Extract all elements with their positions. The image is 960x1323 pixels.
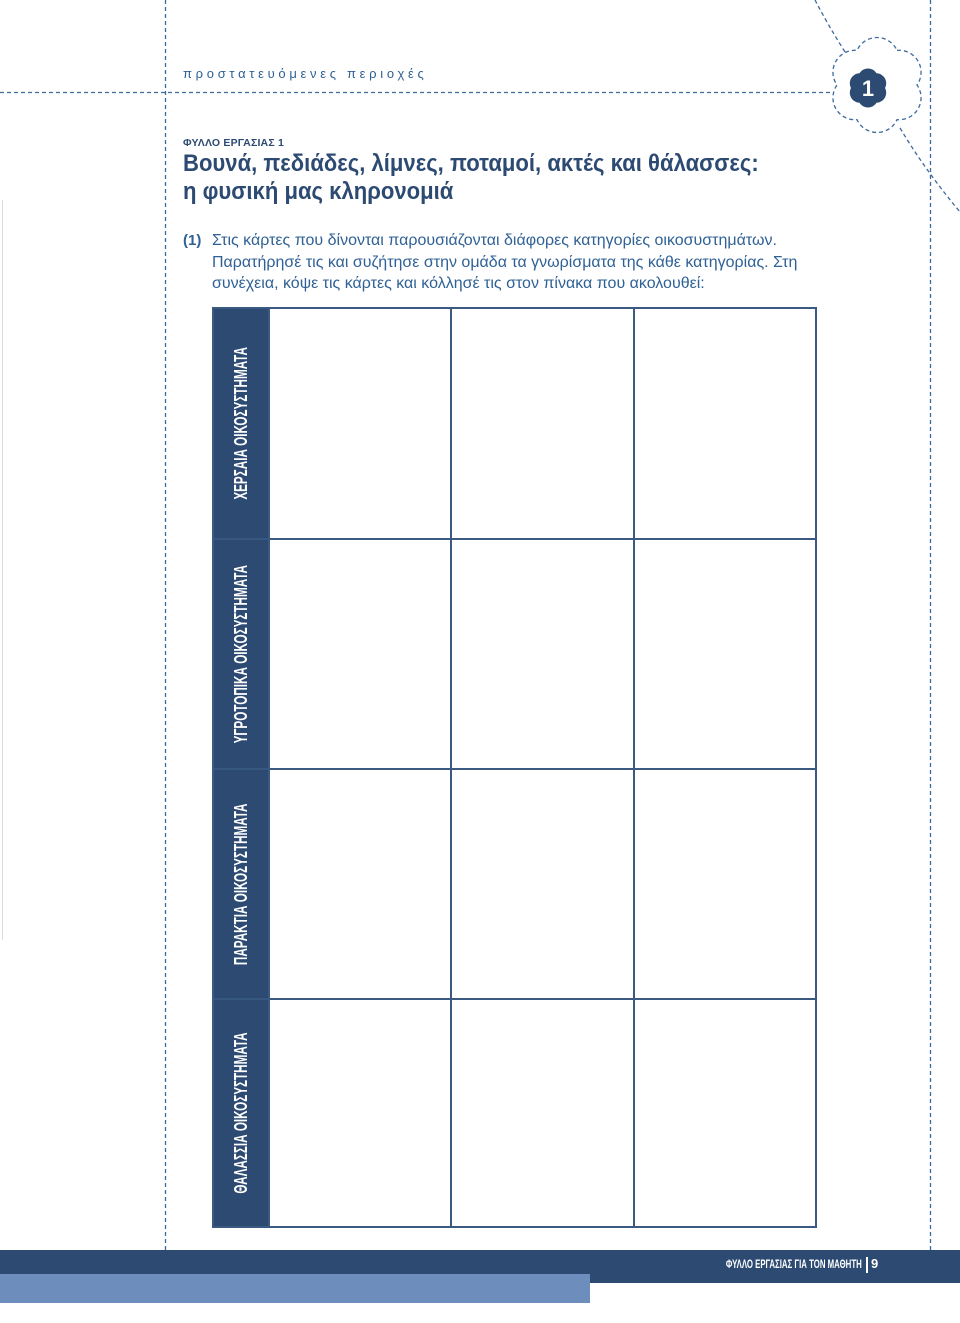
task-instruction-line: συνέχεια, κόψε τις κάρτες και κόλλησέ τις στον πίνακα που ακολουθεί: [212, 275, 705, 292]
card-slot [450, 998, 633, 1226]
dashed-cut-line-top [815, 0, 845, 52]
row-header-coastal [214, 768, 268, 998]
card-slot [268, 768, 450, 998]
card-slot [268, 309, 450, 538]
worksheet-label: ΦΥΛΛΟ ΕΡΓΑΣΙΑΣ 1 [183, 137, 285, 149]
card-slot [450, 768, 633, 998]
row-header-marine [214, 998, 268, 1226]
row-label: ΠΑΡΑΚΤΙΑ ΟΙΚΟΣΥΣΤΗΜΑΤΑ [231, 803, 251, 965]
page-title-line: η φυσική μας κληρονομιά [183, 178, 454, 205]
card-slot [633, 998, 815, 1226]
row-label: ΧΕΡΣΑΙΑ ΟΙΚΟΣΥΣΤΗΜΑΤΑ [231, 347, 251, 500]
number-badge [850, 69, 886, 108]
row-label: ΘΑΛΑΣΣΙΑ ΟΙΚΟΣΥΣΤΗΜΑΤΑ [231, 1032, 251, 1194]
card-slot [268, 538, 450, 768]
page-title [183, 150, 759, 206]
card-slot [633, 768, 815, 998]
row-label: ΥΓΡΟΤΟΠΙΚΑ ΟΙΚΟΣΥΣΤΗΜΑΤΑ [231, 564, 251, 744]
footer-divider [866, 1257, 868, 1273]
footer-label: ΦΥΛΛΟ ΕΡΓΑΣΙΑΣ ΓΙΑ ΤΟΝ ΜΑΘΗΤΗ [726, 1259, 862, 1271]
card-slot [633, 538, 815, 768]
footer-accent-bar [0, 1274, 590, 1303]
ecosystem-table [212, 307, 817, 1228]
card-slot [633, 309, 815, 538]
page-number: 9 [871, 1256, 879, 1271]
task-instruction-line: Παρατήρησέ τις και συζήτησε στην ομάδα τα γνωρίσματα της κάθε κατηγορίας. Στη [212, 253, 798, 271]
task-instructions [212, 230, 797, 295]
task-instruction-line: Στις κάρτες που δίνονται παρουσιάζονται διάφορες κατηγορίες οικοσυστημάτων. [212, 232, 777, 249]
row-header-wetland [214, 538, 268, 768]
card-slot [268, 998, 450, 1226]
badge-number: 1 [861, 76, 875, 101]
card-slot [450, 538, 633, 768]
task-number: (1) [183, 232, 202, 249]
page-title-line: Βουνά, πεδιάδες, λίμνες, ποταμοί, ακτές και θάλασσες: [183, 150, 759, 177]
row-header-terrestrial [214, 309, 268, 538]
section-title: προστατευόμενες περιοχές [183, 66, 428, 81]
card-slot [450, 309, 633, 538]
